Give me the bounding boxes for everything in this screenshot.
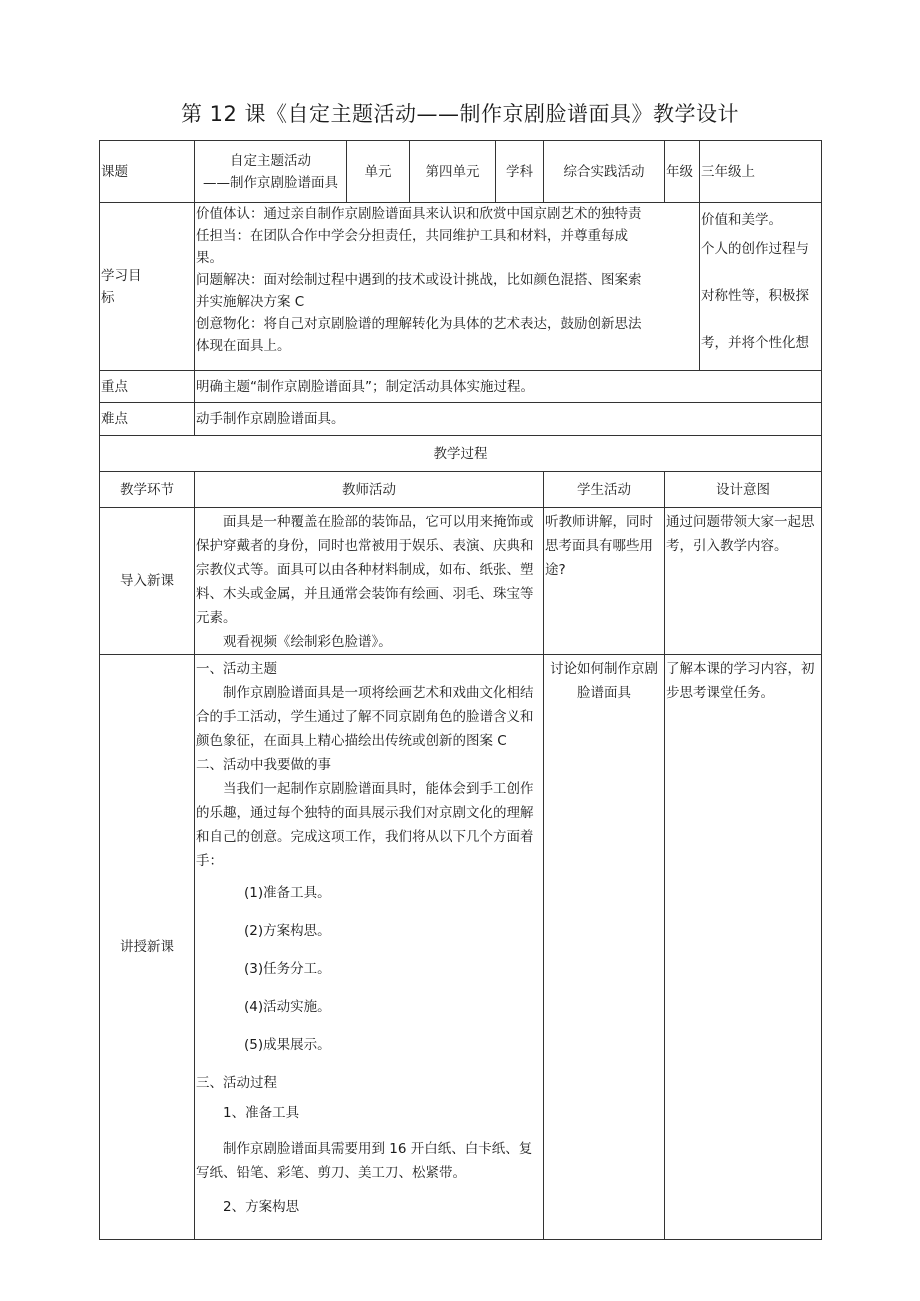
- difficulty-row: [100, 403, 822, 436]
- objective-line: 创意物化：将自己对京剧脸谱的理解转化为具体的艺术表达，鼓励创新思法: [196, 316, 642, 332]
- unit-value: 第四单元: [410, 141, 496, 203]
- intro-row: [100, 508, 822, 655]
- lesson-plan-table: [99, 140, 822, 1240]
- column-header-intent: 设计意图: [665, 472, 822, 508]
- objective-line: 并实施解决方案 C: [196, 294, 305, 310]
- lesson-value-line1: 自定主题活动: [230, 152, 311, 169]
- lecture-paragraph-3: 制作京剧脸谱面具需要用到 16 开白纸、白卡纸、复写纸、铅笔、彩笔、剪刀、美工刀、松紧带。: [196, 1141, 533, 1181]
- process-header-row: [100, 436, 822, 472]
- column-header-student: 学生活动: [544, 472, 665, 508]
- header-row: [100, 141, 822, 203]
- grade-value: 三年级上: [700, 141, 822, 203]
- lecture-heading-2: 二、活动中我要做的事: [196, 757, 331, 773]
- lesson-value: [195, 141, 347, 203]
- intro-stage: 导入新课: [100, 508, 195, 655]
- subject-value: 综合实践活动: [544, 141, 665, 203]
- objectives-label: [100, 203, 195, 371]
- unit-label: 单元: [347, 141, 410, 203]
- lesson-value-line2: ——制作京剧脸谱面具: [203, 174, 338, 191]
- lecture-student: 讨论如何制作京剧脸谱面具: [544, 655, 665, 1240]
- column-header-stage: 教学环节: [100, 472, 195, 508]
- objective-line: 体现在面具上。: [196, 338, 291, 354]
- key-point-text: 明确主题“制作京剧脸谱面具”；制定活动具体实施过程。: [195, 371, 822, 403]
- grade-label: 年级: [665, 141, 700, 203]
- lecture-heading-1: 一、活动主题: [196, 661, 277, 677]
- lecture-stage: 讲授新课: [100, 655, 195, 1240]
- objectives-row: [100, 203, 822, 371]
- intro-student: 听教师讲解，同时思考面具有哪些用途?: [544, 508, 665, 655]
- intro-teacher-video: 观看视频《绘制彩色脸谱》。: [223, 634, 392, 650]
- lecture-list-item: (1)准备工具。: [244, 885, 331, 901]
- objective-line: 问题解决：面对绘制过程中遇到的技术或设计挑战，比如颜色混搭、图案索: [196, 272, 642, 288]
- lecture-teacher: [195, 655, 544, 1240]
- objective-line: 价值体认：通过亲自制作京剧脸谱面具来认识和欣赏中国京剧艺术的独特责: [196, 206, 642, 222]
- lecture-list-item: (5)成果展示。: [244, 1037, 331, 1053]
- column-header-row: [100, 472, 822, 508]
- lecture-paragraph-2: 当我们一起制作京剧脸谱面具时，能体会到手工创作的乐趣，通过每个独特的面具展示我们对京剧文化的理解和自己的创意。完成这项工作，我们将从以下几个方面着手：: [196, 781, 534, 869]
- lecture-subheading-2: 2、方案构思: [223, 1199, 300, 1215]
- intro-intent: 通过问题带领大家一起思考，引入教学内容。: [665, 508, 822, 655]
- lecture-subheading-1: 1、准备工具: [223, 1105, 300, 1121]
- key-point-row: [100, 371, 822, 403]
- objectives-side-text: [700, 203, 822, 371]
- lecture-list-item: (4)活动实施。: [244, 999, 331, 1015]
- intro-teacher-paragraph: 面具是一种覆盖在脸部的装饰品，它可以用来掩饰或保护穿戴者的身份，同时也常被用于娱乐、表演、庆典和宗教仪式等。面具可以由各种材料制成，如布、纸张、塑料、木头或金属，并且通常会装饰有绘画、羽毛、珠宝等元素。: [196, 514, 534, 626]
- objective-side-line: 考，并将个性化想: [701, 335, 809, 351]
- lecture-row: [100, 655, 822, 1240]
- lecture-list-item: (2)方案构思。: [244, 923, 331, 939]
- subject-label: 学科: [496, 141, 544, 203]
- difficulty-text: 动手制作京剧脸谱面具。: [195, 403, 822, 436]
- lesson-label: 课题: [100, 141, 195, 203]
- column-header-teacher: 教师活动: [195, 472, 544, 508]
- objectives-label-line1: 学习目: [101, 267, 142, 284]
- lecture-heading-3: 三、活动过程: [196, 1075, 277, 1091]
- objective-line: 任担当：在团队合作中学会分担责任，共同维护工具和材料，并尊重每成: [196, 228, 628, 244]
- objective-line: 果。: [196, 250, 223, 266]
- objectives-label-line2: 标: [101, 289, 115, 306]
- objective-side-line: 价值和美学。: [701, 212, 782, 228]
- lecture-list-item: (3)任务分工。: [244, 961, 331, 977]
- process-header: 教学过程: [100, 436, 822, 472]
- lecture-intent: 了解本课的学习内容，初步思考课堂任务。: [665, 655, 822, 1240]
- intro-teacher: [195, 508, 544, 655]
- page-title: 第 12 课《自定主题活动——制作京剧脸谱面具》教学设计: [180, 102, 740, 126]
- objectives-text: [195, 203, 700, 371]
- key-point-label: 重点: [100, 371, 195, 403]
- difficulty-label: 难点: [100, 403, 195, 436]
- lecture-paragraph-1: 制作京剧脸谱面具是一项将绘画艺术和戏曲文化相结合的手工活动，学生通过了解不同京剧角色的脸谱含义和颜色象征，在面具上精心描绘出传统或创新的图案 C: [196, 685, 534, 749]
- objective-side-line: 个人的创作过程与: [701, 241, 809, 257]
- objective-side-line: 对称性等，积极探: [701, 288, 809, 304]
